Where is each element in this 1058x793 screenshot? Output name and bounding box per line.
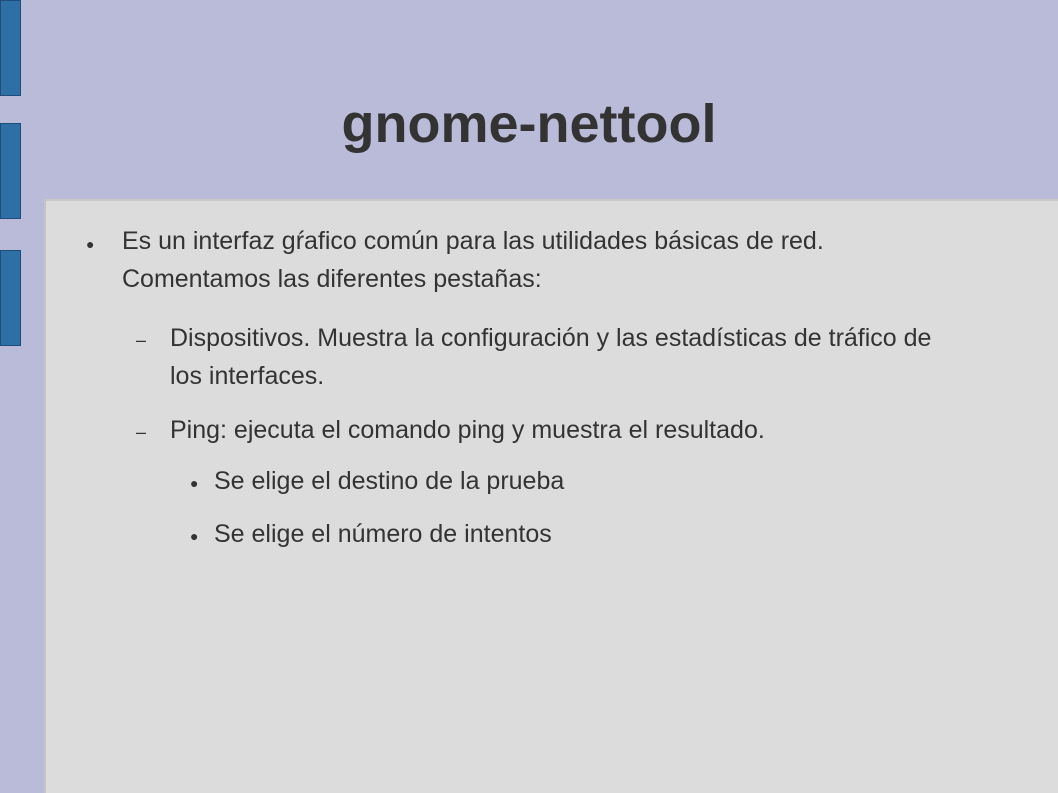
sub-sub-bullet-text-intentos: Se elige el número de intentos [214,520,552,548]
dash-icon: – [136,422,147,442]
sub-bullet-text-ping: Ping: ejecuta el comando ping y muestra el resultado. [170,416,765,444]
bullet-icon: ● [86,236,95,252]
slide-title: gnome-nettool [341,94,717,154]
sub-sub-bullet-text-destino: Se elige el destino de la prueba [214,467,565,495]
sub-bullet-text-dispositivos: Dispositivos. Muestra la configuración y las estadísticas de tráfico de los interfaces. [170,324,932,390]
bullet-icon: ● [190,475,199,491]
decorative-bar-bottom [0,250,21,346]
decorative-bar-top [0,0,21,96]
dash-icon: – [136,330,147,350]
bullet-icon: ● [190,528,199,544]
bullet-text-intro: Es un interfaz gŕafico común para las utilidades básicas de red. Comentamos las diferentes pestañas: [122,227,824,293]
